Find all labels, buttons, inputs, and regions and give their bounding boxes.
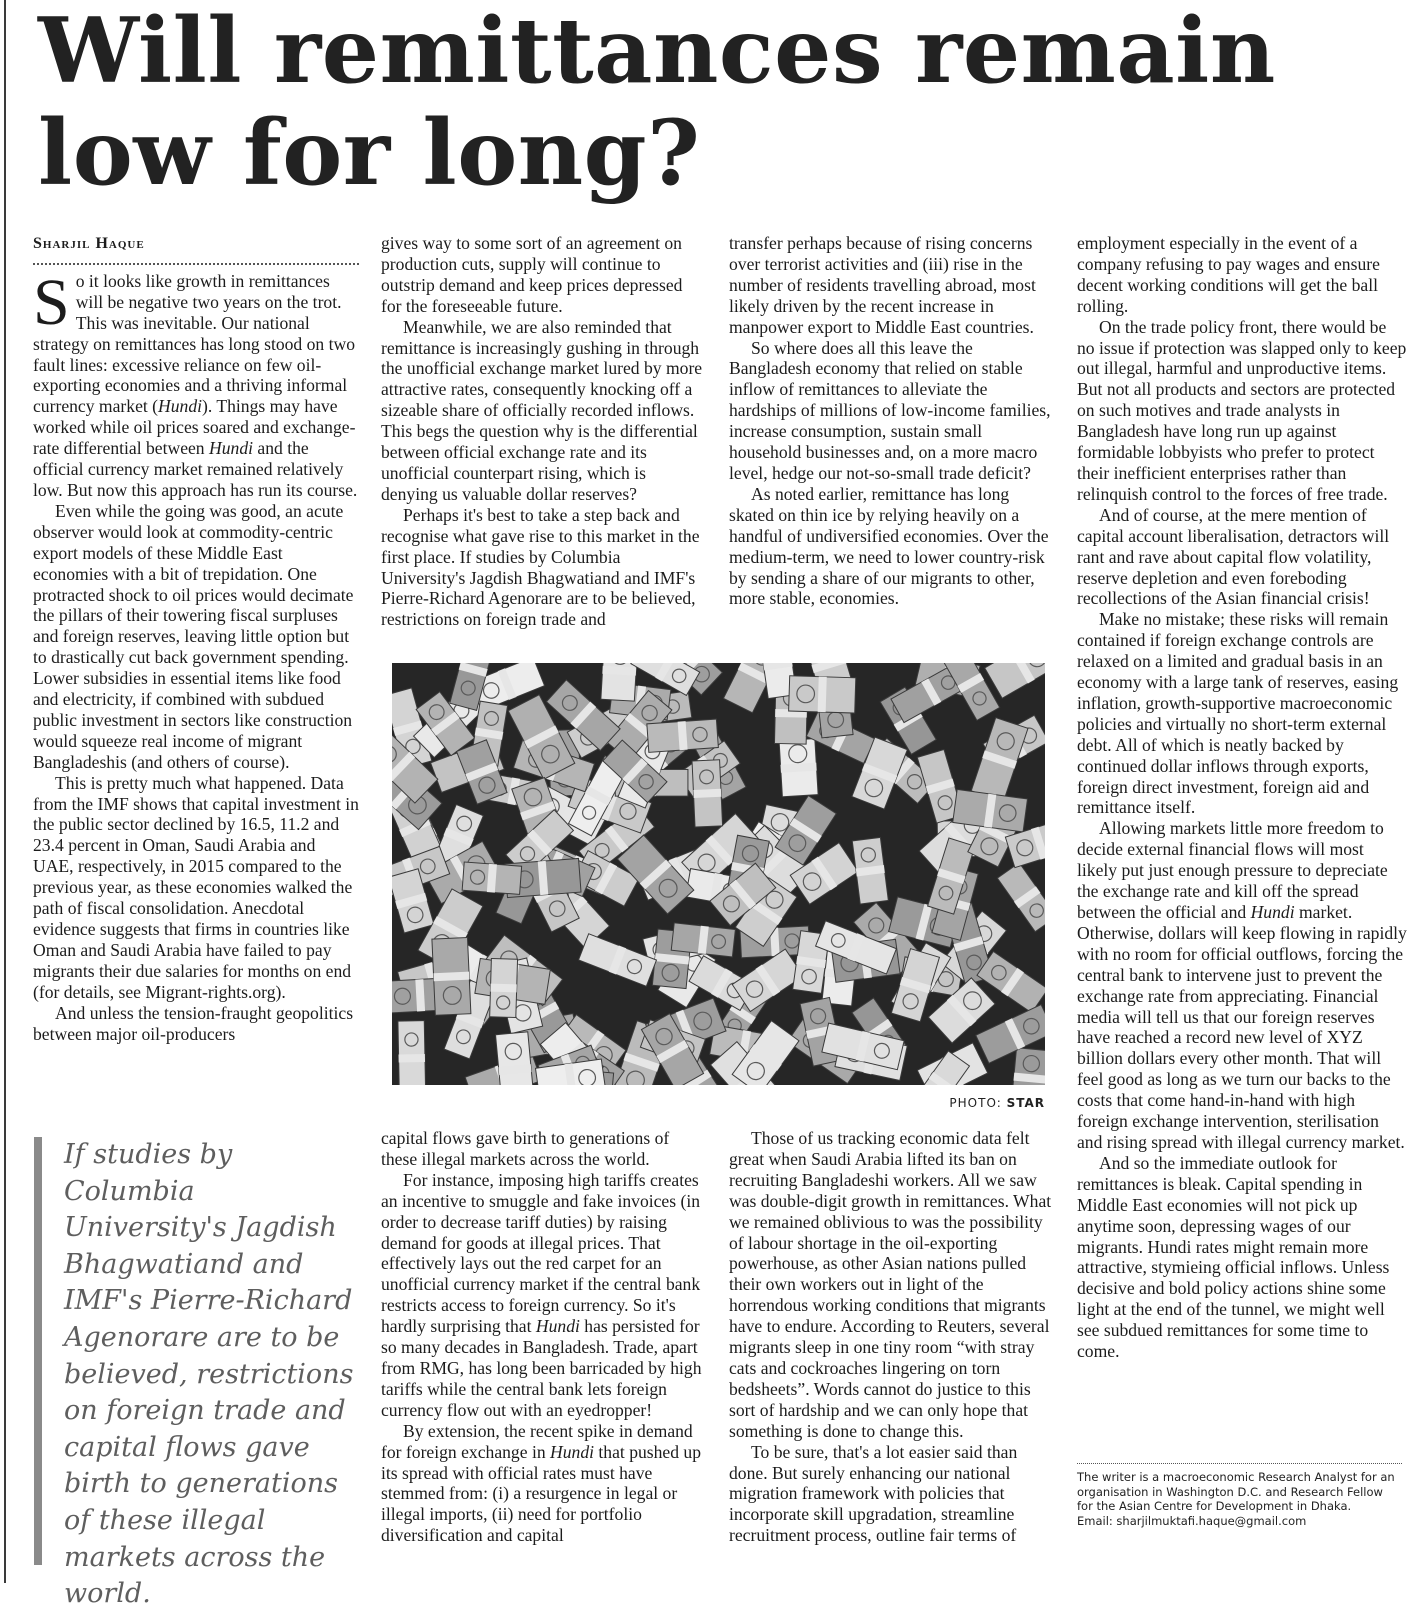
- banknote-stack: [490, 958, 518, 1017]
- money-photo: [392, 663, 1045, 1085]
- banknote-stack: [496, 1032, 535, 1085]
- banknote-stack: [432, 938, 471, 1016]
- banknote-stack: [462, 862, 521, 894]
- col3b-paragraph-1: Those of us tracking economic data felt great when Saudi Arabia lifted its ban on recruiting Bangladeshi workers. All we saw was double-digit growth in remittances. What we remained oblivious to was the possibility of labour shortage in the oil-exporting powerhouse, as other Asian nations pulled their own workers out in light of the horrendous working conditions that migrants have to endure. According to Reuters, several migrants sleep in one tiny room “with stray cats and cockroaches lingering on torn bedsheets”. Words cannot do justice to this sort of hardship and we can only hope that something is done to change this.: [729, 1128, 1052, 1441]
- col3-paragraph-2: So where does all this leave the Bangladesh economy that relied on stable inflow of remittances to alleviate the hardships of millions of low-income families, increase consumption, sustain small household businesses and, on a more macro level, hedge our not-so-small trade deficit?: [729, 337, 1051, 483]
- pull-quote: If studies by Columbia University's Jagdish Bhagwatiand and IMF's Pierre-Richard Agenorare are to be believed, restrictions on foreign trade and capital flows gave birth to generations of these illegal markets across the world.: [34, 1137, 360, 1565]
- col4-paragraph-3: And of course, at the mere mention of capital account liberalisation, detractors will rant and rave about capital flow volatility, reserve depletion and even foreboding recollections of the Asian financial crisis!: [1077, 504, 1390, 609]
- column-1: [33, 234, 359, 1044]
- col2b-paragraph-3: By extension, the recent spike in demand for foreign exchange in Hundi that pushed up its spread with official rates must have stemmed from: (i) a resurgence in legal or illegal imports, (ii) need for portfolio diversification and capital: [381, 1420, 702, 1546]
- byline: Sharjil Haque: [33, 235, 145, 252]
- photo-credit: PHOTO: STAR: [949, 1096, 1045, 1110]
- col2b-paragraph-1: capital flows gave birth to generations of these illegal markets across the world.: [381, 1128, 670, 1169]
- author-footnote: [1077, 1463, 1402, 1528]
- column-3-top: [729, 233, 1055, 609]
- banknote-stack: [779, 739, 818, 797]
- column-3-bottom: [729, 1128, 1055, 1546]
- column-2-bottom: [381, 1128, 707, 1546]
- banknote-stack: [789, 676, 856, 713]
- headline: Will remittances remain low for long?: [38, 0, 1276, 206]
- col2-paragraph-2: Meanwhile, we are also reminded that remittance is increasingly gushing in through the unofficial exchange market lured by more attractive rates, consequently knocking off a sizeable share of officially recorded inflows. This begs the question why is the differential between official exchange rate and its unofficial counterpart rising, which is denying us valuable dollar reserves?: [381, 316, 703, 504]
- column-2-top: [381, 233, 707, 630]
- author-bio: The writer is a macroeconomic Research Analyst for an organisation in Washington D.C. and Research Fellow for the Asian Centre for Development in Dhaka.: [1077, 1470, 1395, 1513]
- author-email: Email: sharjilmuktafi.haque@gmail.com: [1077, 1513, 1307, 1528]
- banknote-stack: [398, 1021, 426, 1085]
- banknote-stack: [1011, 1048, 1045, 1085]
- col2-paragraph-1: gives way to some sort of an agreement on production cuts, supply will continue to outstrip demand and keep prices depressed for the foreseeable future.: [381, 233, 683, 316]
- footnote-divider: [1077, 1463, 1402, 1464]
- col3-paragraph-3: As noted earlier, remittance has long skated on thin ice by relying heavily on a handful of undiversified economies. Over the medium-term, we need to lower country-risk by sending a share of our migrants to other, more stable, economies.: [729, 483, 1049, 609]
- banknote-stack: [601, 663, 638, 701]
- col4-paragraph-4: Make no mistake; these risks will remain contained if foreign exchange controls are relaxed on a limited and gradual basis in an economy with a large tank of reserves, easing inflation, growth-supportive macroeconomic policies and virtually no short-term external debt. All of which is neatly backed by continued dollar inflows through exports, foreign direct investment, foreign aid and remittance itself.: [1077, 609, 1399, 818]
- col2-paragraph-3: Perhaps it's best to take a step back and recognise what gave rise to this market in the first place. If studies by Columbia University's Jagdish Bhagwatiand and IMF's Pierre-Richard Agenorare are to be believed, restrictions on foreign trade and: [381, 504, 700, 630]
- page-edge-rule: [4, 0, 6, 1583]
- col3-paragraph-1: transfer perhaps because of rising concerns over terrorist activities and (iii) rise in the number of residents travelling abroad, most likely driven by the recent increase in manpower export to Middle East countries.: [729, 233, 1036, 337]
- col1-paragraph-2: Even while the going was good, an acute observer would look at commodity-centric export models of these Middle East economies with a bit of trepidation. One protracted shock to oil prices would decimate the pillars of their towering fiscal surpluses and foreign reserves, leaving little option but to drastically cut back government spending. Lower subsidies in essential items like food and electricity, if combined with subdued public investment in sectors like construction would squeeze real income of migrant Bangladeshis (and others of course).: [33, 500, 354, 772]
- byline-divider: [33, 263, 359, 265]
- col3b-paragraph-2: To be sure, that's a lot easier said than done. But surely enhancing our national migration framework with policies that incorporate skill upgradation, streamline recruitment process, outline fair terms of: [729, 1441, 1018, 1546]
- banknote-stack: [647, 719, 719, 752]
- col4-paragraph-5: Allowing markets little more freedom to decide external financial flows will most likely put just enough pressure to depreciate the exchange rate and kill off the spread between the official and Hundi market. Otherwise, dollars will keep flowing in rapidly with no room for official outflows, forcing the central bank to intervene just to prevent the exchange rate from appreciating. Financial media will tell us that our foreign reserves have reached a record new level of XYZ billion dollars every other month. That will feel good as long as we turn our backs to the costs that come hand-in-hand with high foreign exchange intervention, sterilisation and rising spread with illegal currency market.: [1077, 818, 1407, 1152]
- banknote-stack: [692, 760, 723, 827]
- col4-paragraph-1: employment especially in the event of a company refusing to pay wages and ensure decent working conditions will get the ball rolling.: [1077, 233, 1380, 316]
- banknote-stack: [971, 718, 1028, 802]
- banknote-stack: [852, 837, 888, 904]
- banknote-stack: [985, 663, 1045, 698]
- col1-paragraph-4: And unless the tension-fraught geopolitics between major oil-producers: [33, 1002, 354, 1044]
- col1-paragraph-3: This is pretty much what happened. Data from the IMF shows that capital investment in the public sector declined by 16.5, 11.2 and 23.4 percent in Oman, Saudi Arabia and UAE, respectively, in 2015 compared to the previous year, as these economies walked the path of fiscal consolidation. Anecdotal evidence suggests that firms in countries like Oman and Saudi Arabia have failed to pay migrants their due salaries for months on end (for details, see Migrant-rights.org).: [33, 772, 359, 1002]
- column-4: [1077, 233, 1407, 1362]
- banknote-stack: [997, 863, 1045, 932]
- col1-paragraph-1: So it looks like growth in remittances will be negative two years on the trot. This was inevitable. Our national strategy on remittances has long stood on two fault lines: excessive reliance on few oil-exporting economies and a thriving informal currency market (Hundi). Things may have worked while oil prices soared and exchange-rate differential between Hundi and the official currency market remained relatively low. But now this approach has run its course.: [33, 265, 358, 500]
- col4-paragraph-2: On the trade policy front, there would be no issue if protection was slapped only to keep out illegal, harmful and unproductive items. But not all products and sectors are protected on such motives and trade analysts in Bangladesh have long run up against formidable lobbyists who prefer to protect their inefficient enterprises rather than relinquish control to the forces of free trade.: [1077, 316, 1407, 504]
- col2b-paragraph-2: For instance, imposing high tariffs creates an incentive to smuggle and fake invoices (in order to decrease tariff duties) by raising demand for goods at illegal prices. That effectively lays out the red carpet for an unofficial currency market if the central bank restricts access to foreign currency. So it's hardly surprising that Hundi has persisted for so many decades in Bangladesh. Trade, apart from RMG, has long been barricaded by high tariffs while the central bank lets foreign currency flow out with an eyedropper!: [381, 1169, 702, 1420]
- dollar-bills-illustration: [392, 663, 1045, 1085]
- col4-paragraph-6: And so the immediate outlook for remittances is bleak. Capital spending in Middle East economies will not pick up anytime soon, depressing wages of our migrants. Hundi rates might remain more attractive, stymieing official inflows. Unless decisive and bold policy actions shine some light at the end of the tunnel, we might well see subdued remittances for some time to come.: [1077, 1152, 1390, 1362]
